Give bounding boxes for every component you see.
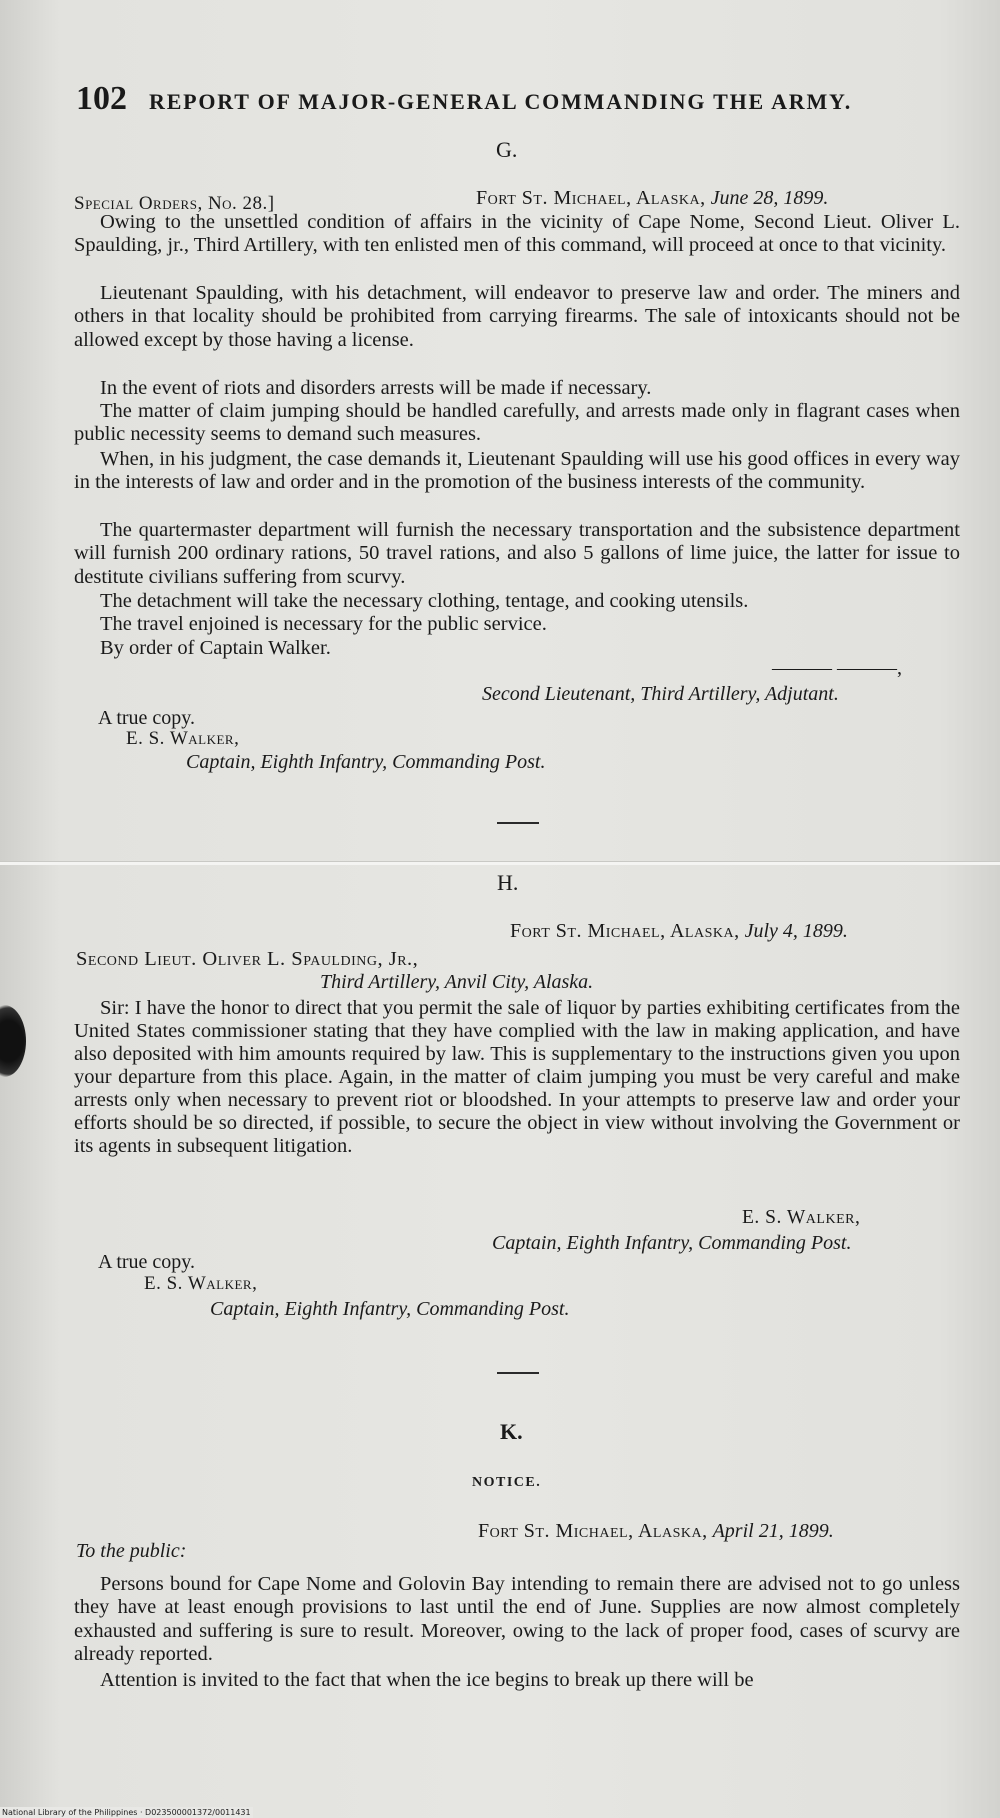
letter-signer-name: E. S. Walker,: [742, 1207, 861, 1228]
dateline-date: July 4, 1899.: [744, 920, 848, 942]
notice-salutation: To the public:: [76, 1540, 187, 1562]
adjutant-signature: Second Lieutenant, Third Artillery, Adjutant.: [482, 683, 839, 705]
library-credit: National Library of the Philippines · D023500001372/0011431: [2, 1808, 251, 1817]
dateline-date: June 28, 1899.: [710, 187, 829, 209]
notice-paragraph: Persons bound for Cape Nome and Golovin Bay intending to remain there are advised not to go unless they have at least enough provisions to last until the end of June. Supplies are now almost completely exhausted and suffering is sure to result. Moreover, owing to the lack of proper food, cases of scurvy are already reported.: [74, 1573, 960, 1666]
special-orders-label: Special Orders, No. 28.]: [74, 193, 275, 214]
section-divider: [497, 822, 539, 824]
section-divider: [497, 1372, 539, 1374]
true-copy-label: A true copy.: [98, 1251, 196, 1273]
letter-signer-title: Captain, Eighth Infantry, Commanding Post.: [492, 1232, 852, 1254]
copy-signer-name: E. S. Walker,: [144, 1273, 258, 1294]
dateline-h: [510, 920, 848, 943]
addressee-unit: Third Artillery, Anvil City, Alaska.: [320, 971, 594, 993]
order-paragraph: The detachment will take the necessary clothing, tentage, and cooking utensils.: [100, 590, 749, 612]
page-header: [76, 80, 852, 118]
page-number: 102: [76, 80, 127, 117]
dateline-date: April 21, 1899.: [712, 1520, 834, 1542]
order-paragraph: By order of Captain Walker.: [100, 637, 331, 659]
order-paragraph: Owing to the unsettled condition of affairs in the vicinity of Cape Nome, Second Lieut. Oliver L. Spaulding, jr., Third Artillery, with ten enlisted men of this command, will proceed at once to that vicinity.: [74, 211, 960, 257]
section-letter-h: H.: [497, 870, 519, 895]
dateline-k: [478, 1520, 834, 1543]
running-title: REPORT OF MAJOR-GENERAL COMMANDING THE ARMY.: [149, 89, 853, 114]
section-letter-g: G.: [496, 137, 518, 162]
order-paragraph: The travel enjoined is necessary for the public service.: [100, 613, 547, 635]
dateline-g: [476, 187, 828, 210]
ink-blot: [0, 1005, 26, 1077]
addressee-name: Second Lieut. Oliver L. Spaulding, Jr.,: [76, 948, 419, 970]
copy-signer-title: Captain, Eighth Infantry, Commanding Post.: [210, 1298, 570, 1320]
copy-signer-name: E. S. Walker,: [126, 728, 240, 749]
dateline-place: Fort St. Michael, Alaska,: [510, 920, 740, 942]
notice-heading: NOTICE.: [472, 1475, 542, 1490]
scan-seam: [0, 861, 1000, 865]
order-paragraph: Lieutenant Spaulding, with his detachment, will endeavor to preserve law and order. The miners and others in that locality should be prohibited from carrying firearms. The sale of intoxicants should not be allowed except by those having a license.: [74, 282, 960, 351]
order-paragraph: The quartermaster department will furnish the necessary transportation and the subsistence department will furnish 200 ordinary rations, 50 travel rations, and also 5 gallons of lime juice, the latter for issue to destitute civilians suffering from scurvy.: [74, 519, 960, 588]
letter-body: Sir: I have the honor to direct that you permit the sale of liquor by parties exhibiting certificates from the United States commissioner stating that they have complied with the law in making application, and have also deposited with him amounts required by law. This is supplementary to the instructions given you upon your departure from this place. Again, in the matter of claim jumping you must be very careful and make arrests only when necessary to prevent riot or bloodshed. In your attempts to preserve law and order your efforts should be so directed, if possible, to secure the object in view without involving the Government or its agents in subsequent litigation.: [74, 997, 960, 1157]
dateline-place: Fort St. Michael, Alaska,: [478, 1520, 708, 1542]
signature-blank: ——— ———,: [772, 657, 902, 679]
notice-paragraph: Attention is invited to the fact that when the ice begins to break up there will be: [100, 1669, 754, 1691]
true-copy-label: A true copy.: [98, 707, 196, 729]
dateline-place: Fort St. Michael, Alaska,: [476, 187, 706, 209]
order-paragraph: In the event of riots and disorders arrests will be made if necessary.: [100, 377, 652, 399]
copy-signer-title: Captain, Eighth Infantry, Commanding Post.: [186, 751, 546, 773]
order-paragraph: When, in his judgment, the case demands it, Lieutenant Spaulding will use his good offices in every way in the interests of law and order and in the promotion of the business interests of the community.: [74, 448, 960, 494]
order-paragraph: The matter of claim jumping should be handled carefully, and arrests made only in flagrant cases when public necessity seems to demand such measures.: [74, 400, 960, 446]
section-letter-k: K.: [500, 1419, 523, 1444]
